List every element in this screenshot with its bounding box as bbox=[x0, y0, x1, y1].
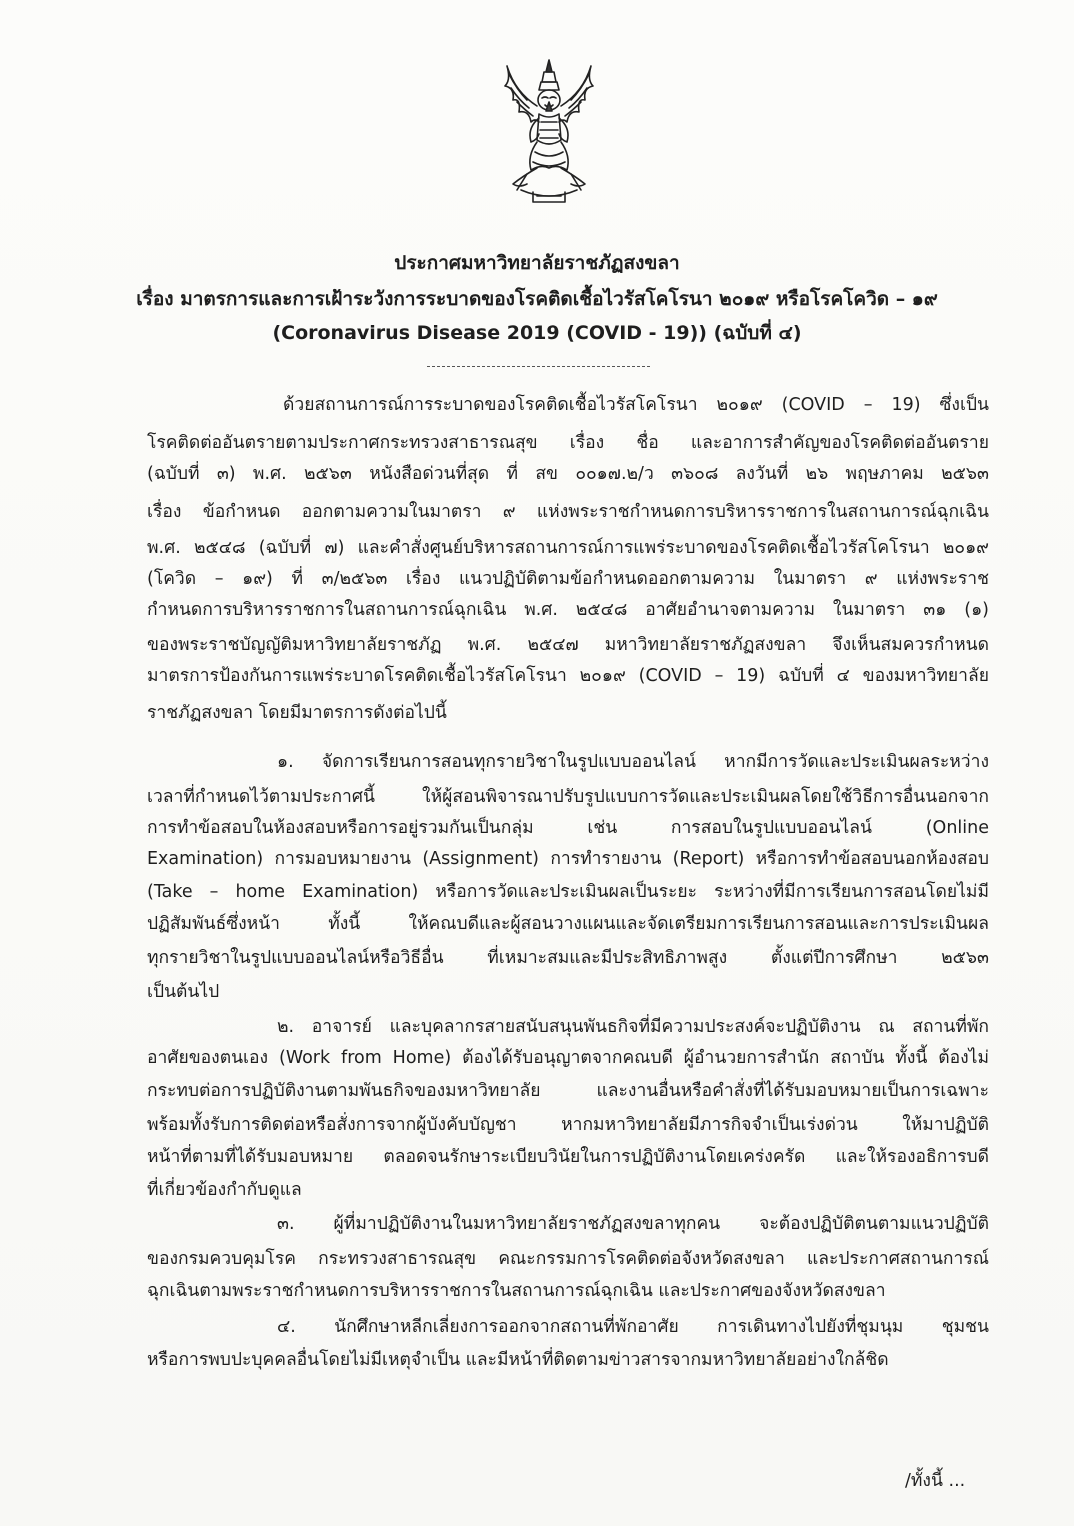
body-line: หรือการพบปะบุคคลอื่นโดยไม่มีเหตุจำเป็น และมีหน้าที่ติดตามข่าวสารจากมหาวิทยาลัยอย่างใกล้ชิด bbox=[147, 1350, 889, 1370]
body-line: ปฏิสัมพันธ์ซึ่งหน้า ทั้งนี้ ให้คณบดีและผู้สอนวางแผนและจัดเตรียมการเรียนการสอนและการประเมินผล bbox=[147, 914, 989, 934]
body-line: เรื่อง ข้อกำหนด ออกตามความในมาตรา ๙ แห่งพระราชกำหนดการบริหารราชการในสถานการณ์ฉุกเฉิน bbox=[147, 502, 989, 522]
body-line: หน้าที่ตามที่ได้รับมอบหมาย ตลอดจนรักษาระเบียบวินัยในการปฏิบัติงานโดยเคร่งครัด และให้รองอธิการบดี bbox=[147, 1147, 989, 1167]
body-line: ๒. อาจารย์ และบุคลากรสายสนับสนุนพันธกิจที่มีความประสงค์จะปฏิบัติงาน ณ สถานที่พัก bbox=[277, 1017, 989, 1037]
body-line: ๓. ผู้ที่มาปฏิบัติงานในมหาวิทยาลัยราชภัฏสงขลาทุกคน จะต้องปฏิบัติตนตามแนวปฏิบัติ bbox=[277, 1214, 989, 1234]
announcement-subject: เรื่อง มาตรการและการเฝ้าระวังการระบาดของโรคติดเชื้อไวรัสโคโรนา ๒๐๑๙ หรือโรคโควิด – ๑๙ bbox=[136, 288, 938, 310]
body-line: (ฉบับที่ ๓) พ.ศ. ๒๕๖๓ หนังสือด่วนที่สุด ที่ สข ๐๐๑๗.๒/ว ๓๖๐๘ ลงวันที่ ๒๖ พฤษภาคม ๒๕๖๓ bbox=[147, 464, 989, 484]
body-line: ที่เกี่ยวข้องกำกับดูแล bbox=[147, 1180, 302, 1200]
announcement-title: ประกาศมหาวิทยาลัยราชภัฏสงขลา bbox=[394, 252, 680, 274]
body-line: (โควิด – ๑๙) ที่ ๓/๒๕๖๓ เรื่อง แนวปฏิบัติตามข้อกำหนดออกตามความ ในมาตรา ๙ แห่งพระราช bbox=[147, 569, 989, 589]
divider-line bbox=[427, 366, 650, 367]
body-line: ทุกรายวิชาในรูปแบบออนไลน์หรือวิธีอื่น ที่เหมาะสมและมีประสิทธิภาพสูง ตั้งแต่ปีการศึกษา ๒๕๖๓ bbox=[147, 948, 989, 968]
body-line: พร้อมทั้งรับการติดต่อหรือสั่งการจากผู้บังคับบัญชา หากมหาวิทยาลัยมีภารกิจจำเป็นเร่งด่วน ให้มาปฏิบัติ bbox=[147, 1115, 989, 1135]
announcement-english-title: (Coronavirus Disease 2019 (COVID - 19)) (ฉบับที่ ๔) bbox=[272, 322, 802, 344]
body-line: โรคติดต่ออันตรายตามประกาศกระทรวงสาธารณสุข เรื่อง ชื่อ และอาการสำคัญของโรคติดต่ออันตราย bbox=[147, 433, 989, 453]
body-line: Examination) การมอบหมายงาน (Assignment) การทำรายงาน (Report) หรือการทำข้อสอบนอกห้องสอบ bbox=[147, 849, 989, 869]
body-line: ด้วยสถานการณ์การระบาดของโรคติดเชื้อไวรัสโคโรนา ๒๐๑๙ (COVID – 19) ซึ่งเป็น bbox=[283, 395, 989, 415]
body-line: ๔. นักศึกษาหลีกเลี่ยงการออกจากสถานที่พักอาศัย การเดินทางไปยังที่ชุมนุม ชุมชน bbox=[277, 1317, 989, 1337]
body-line: พ.ศ. ๒๕๔๘ (ฉบับที่ ๗) และคำสั่งศูนย์บริหารสถานการณ์การแพร่ระบาดของโรคติดเชื้อไวรัสโคโรนา ๒๐๑๙ bbox=[147, 538, 989, 558]
body-line: การทำข้อสอบในห้องสอบหรือการอยู่รวมกันเป็นกลุ่ม เช่น การสอบในรูปแบบออนไลน์ (Online bbox=[147, 818, 989, 838]
body-line: เวลาที่กำหนดไว้ตามประกาศนี้ ให้ผู้สอนพิจารณาปรับรูปแบบการวัดและประเมินผลโดยใช้วิธีการอื่นนอกจาก bbox=[147, 787, 989, 807]
body-line: กำหนดการบริหารราชการในสถานการณ์ฉุกเฉิน พ.ศ. ๒๕๔๘ อาศัยอำนาจตามความ ในมาตรา ๓๑ (๑) bbox=[147, 600, 989, 620]
body-line: ของพระราชบัญญัติมหาวิทยาลัยราชภัฏ พ.ศ. ๒๕๔๗ มหาวิทยาลัยราชภัฏสงขลา จึงเห็นสมควรกำหนด bbox=[147, 635, 989, 655]
body-line: อาศัยของตนเอง (Work from Home) ต้องได้รับอนุญาตจากคณบดี ผู้อำนวยการสำนัก สถาบัน ทั้งนี้ ต้องไม่ bbox=[147, 1048, 989, 1068]
continuation-note: /ทั้งนี้ ... bbox=[905, 1471, 966, 1491]
body-line: ราชภัฏสงขลา โดยมีมาตรการดังต่อไปนี้ bbox=[147, 703, 447, 723]
body-line: ๑. จัดการเรียนการสอนทุกรายวิชาในรูปแบบออนไลน์ หากมีการวัดและประเมินผลระหว่าง bbox=[277, 752, 989, 772]
body-line: เป็นต้นไป bbox=[147, 982, 220, 1002]
body-line: ฉุกเฉินตามพระราชกำหนดการบริหารราชการในสถานการณ์ฉุกเฉิน และประกาศของจังหวัดสงขลา bbox=[147, 1281, 886, 1301]
body-line: ของกรมควบคุมโรค กระทรวงสาธารณสุข คณะกรรมการโรคติดต่อจังหวัดสงขลา และประกาศสถานการณ์ bbox=[147, 1249, 989, 1269]
body-line: มาตรการป้องกันการแพร่ระบาดโรคติดเชื้อไวรัสโคโรนา ๒๐๑๙ (COVID – 19) ฉบับที่ ๔ ของมหาวิทยาลัย bbox=[147, 666, 989, 686]
garuda-emblem-icon bbox=[497, 56, 601, 206]
body-line: กระทบต่อการปฏิบัติงานตามพันธกิจของมหาวิทยาลัย และงานอื่นหรือคำสั่งที่ได้รับมอบหมายเป็นการเฉพาะ bbox=[147, 1081, 989, 1101]
body-line: (Take – home Examination) หรือการวัดและประเมินผลเป็นระยะ ระหว่างที่มีการเรียนการสอนโดยไม่มี bbox=[147, 882, 989, 902]
